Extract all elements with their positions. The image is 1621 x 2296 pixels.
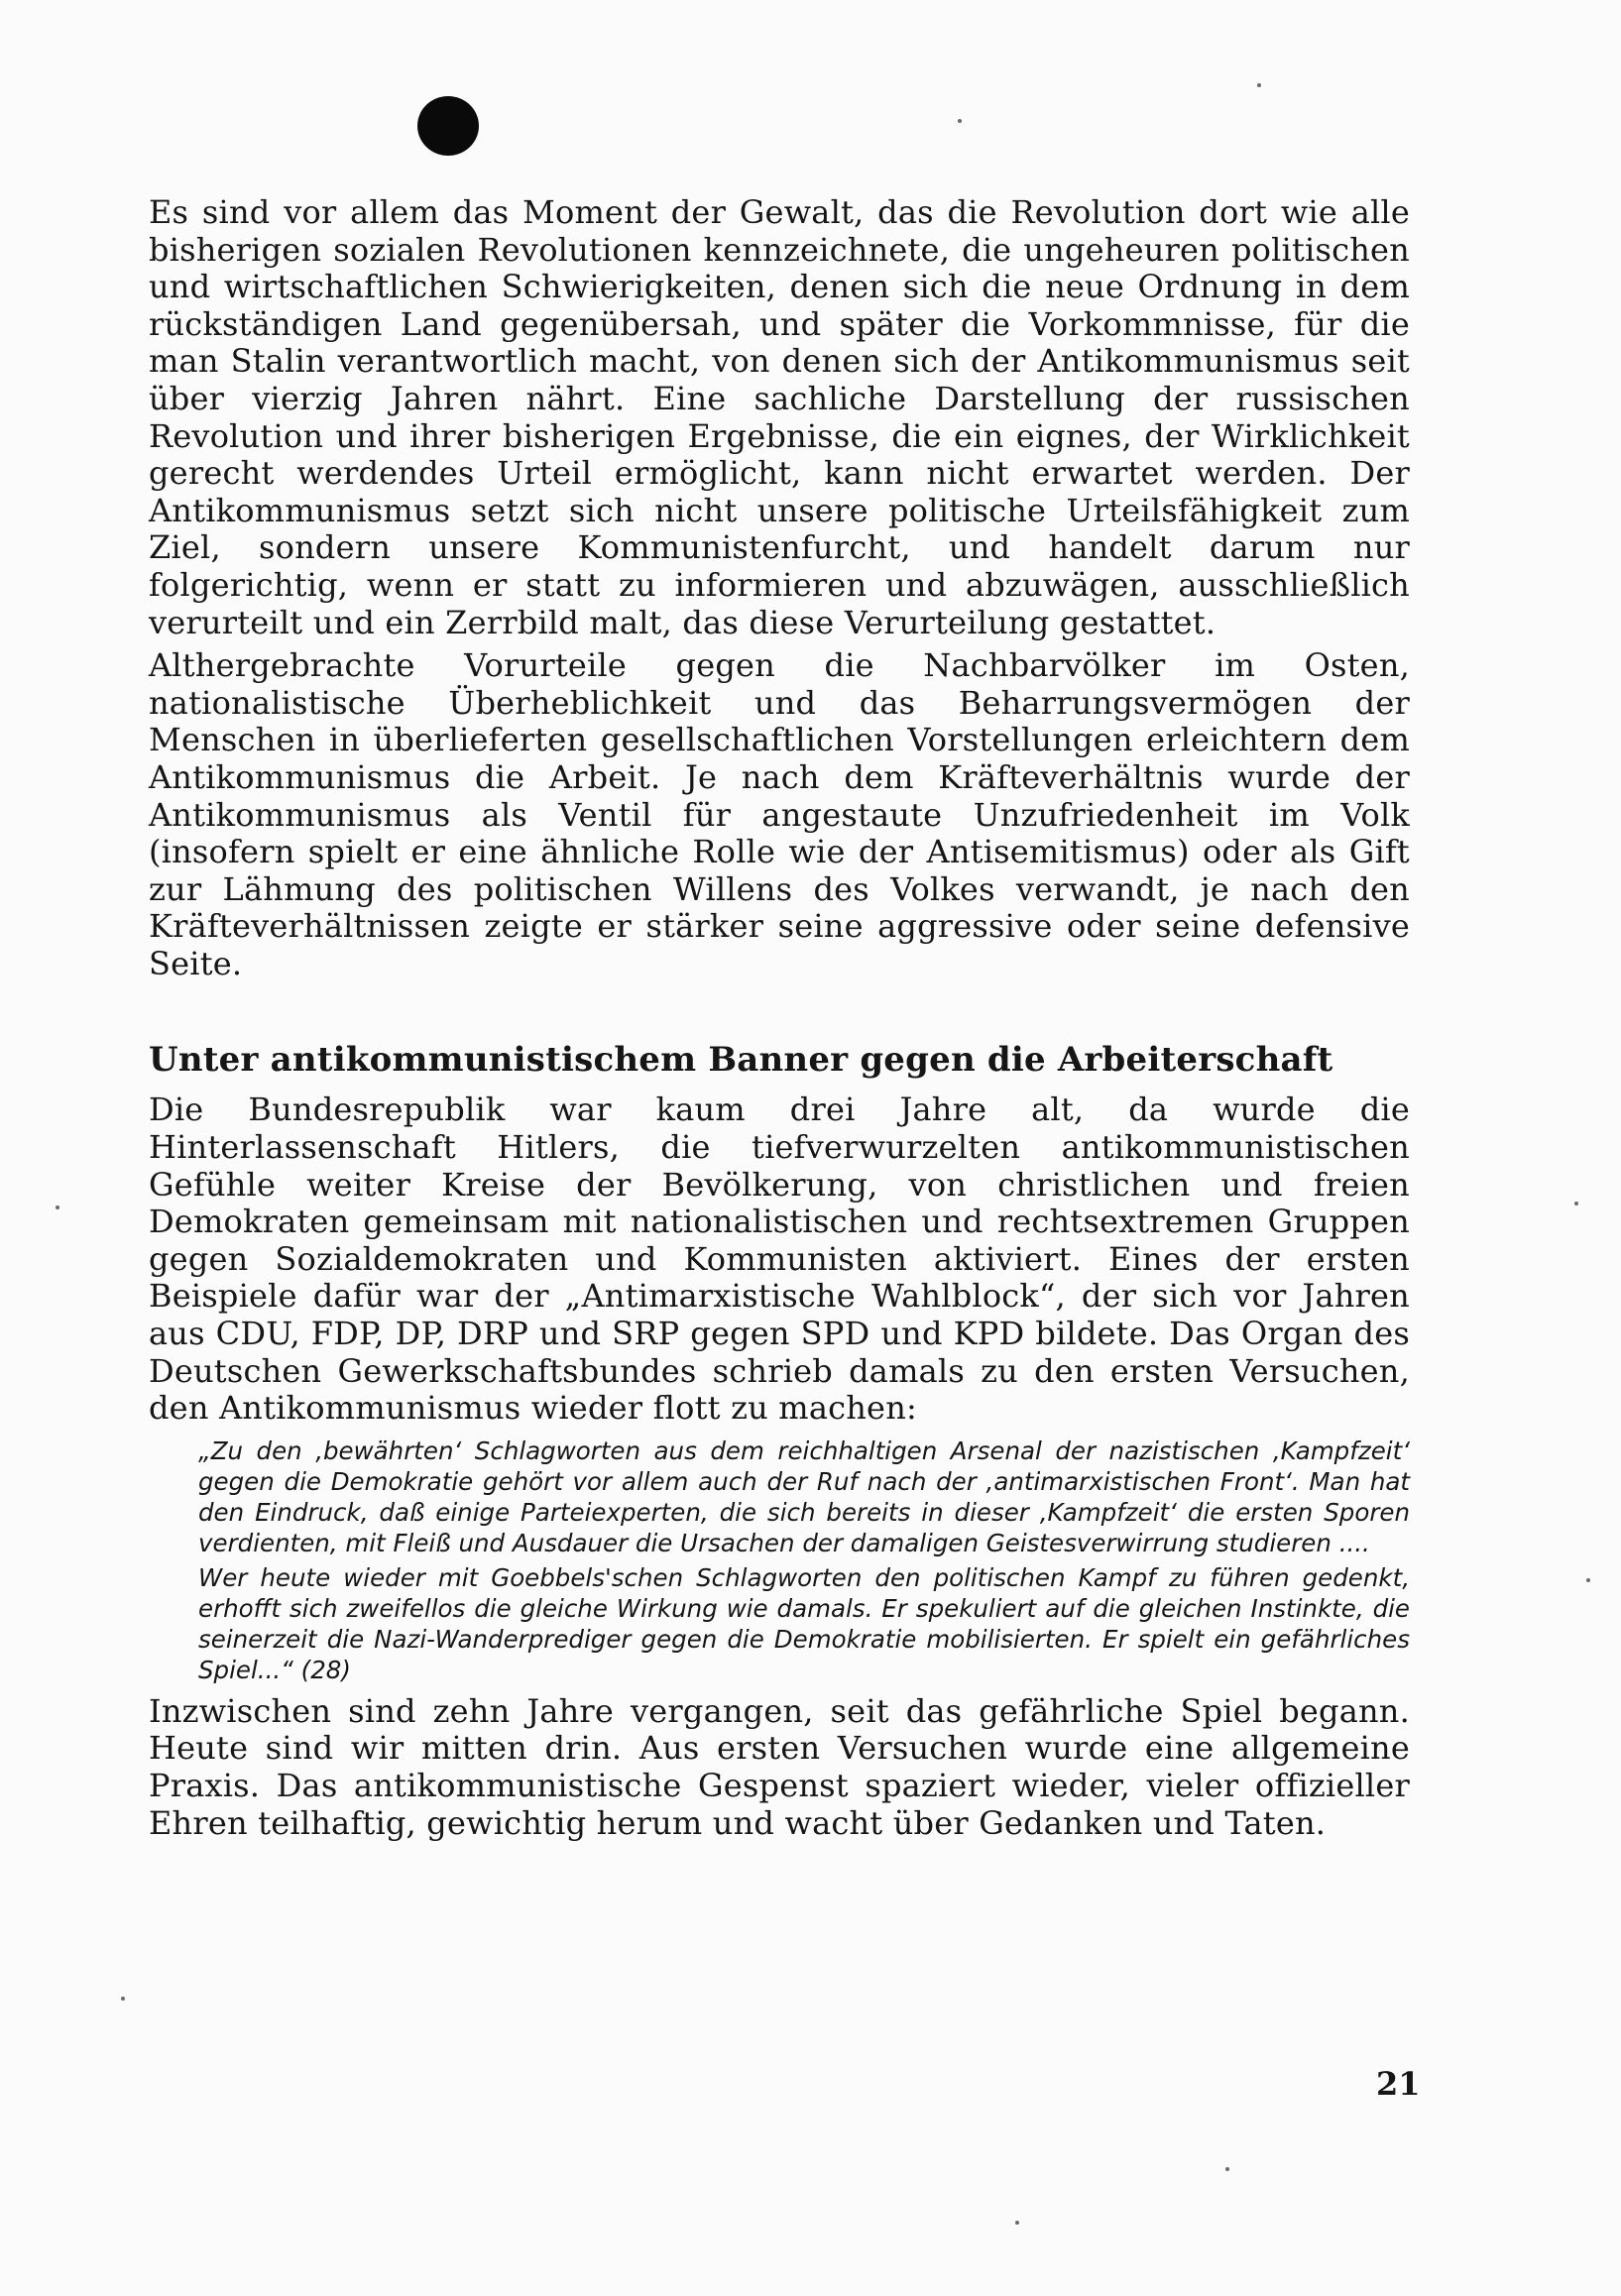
section-heading: Unter antikommunistischem Banner gegen die Arbeiterschaft [149,1040,1333,1081]
page-number: 21 [1376,2065,1421,2103]
quote-paragraph: Wer heute wieder mit Goebbels'schen Schlagworten den politischen Kampf zu führen gedenkt, erhofft sich zweifellos die gleiche Wirkung wie damals. Er spekuliert auf die gleichen Instinkte, die seinerzeit die Nazi-Wanderprediger gegen die Demokratie mobilisierten. Er spielt ein gefährliches Spiel...“ (28) [198,1562,1410,1684]
paragraph: Inzwischen sind zehn Jahre vergangen, seit das gefährliche Spiel begann. Heute sind wir mitten drin. Aus ersten Versuchen wurde eine allgemeine Praxis. Das antikommunistische Gespenst spaziert wieder, vieler offizieller Ehren teilhaftig, gewichtig herum und wacht über Gedanken und Taten. [149,1691,1410,1842]
paragraph: Die Bundesrepublik war kaum drei Jahre alt, da wurde die Hinterlassenschaft Hitlers, die tiefverwurzelten antikommunistischen Gefühle weiter Kreise der Bevölkerung, von christlichen und freien Demokraten gemeinsam mit nationalistischen und rechtsextremen Gruppen gegen Sozialdemokraten und Kommunisten aktiviert. Eines der ersten Beispiele dafür war der „Antimarxistische Wahlblock“, der sich vor Jahren aus CDU, FDP, DP, DRP und SRP gegen SPD und KPD bildete. Das Organ des Deutschen Gewerkschaftsbundes schrieb damals zu den ersten Versuchen, den Antikommunismus wieder flott zu machen: [149,1091,1410,1428]
paragraph: Althergebrachte Vorurteile gegen die Nachbarvölker im Osten, nationalistische Überheblichkeit und das Beharrungsvermögen der Menschen in überlieferten gesellschaftlichen Vorstellungen erleichtern dem Antikommunismus die Arbeit. Je nach dem Kräfteverhältnis wurde der Antikommunismus als Ventil für angestaute Unzufriedenheit im Volk (insofern spielt er eine ähnliche Rolle wie der Antisemitismus) oder als Gift zur Lähmung des politischen Willens des Volkes verwandt, je nach den Kräfteverhältnissen zeigte er stärker seine aggressive oder seine defensive Seite. [149,646,1410,982]
scan-speck [1225,2167,1229,2171]
scan-speck [958,119,962,123]
quote-paragraph: „Zu den ‚bewährten‘ Schlagworten aus dem reichhaltigen Arsenal der nazistischen ‚Kampfzeit‘ gegen die Demokratie gehört vor allem auch der Ruf nach der ‚antimarxistischen Front‘. Man hat den Eindruck, daß einige Parteiexperten, die sich bereits in dieser ‚Kampfzeit‘ die ersten Sporen verdienten, mit Fleiß und Ausdauer die Ursachen der damaligen Geistesverwirrung studieren .... [198,1435,1410,1557]
scan-speck [56,1205,59,1209]
scan-speck [1015,2221,1019,2225]
paragraph: Es sind vor allem das Moment der Gewalt, das die Revolution dort wie alle bisherigen sozialen Revolutionen kennzeichnete, die ungeheuren politischen und wirtschaftlichen Schwierigkeiten, denen sich die neue Ordnung in dem rückständigen Land gegenübersah, und später die Vorkommnisse, für die man Stalin verantwortlich macht, von denen sich der Antikommunismus seit über vierzig Jahren nährt. Eine sachliche Darstellung der russischen Revolution und ihrer bisherigen Ergebnisse, die ein eignes, der Wirklichkeit gerecht werdendes Urteil ermöglicht, kann nicht erwartet werden. Der Antikommunismus setzt sich nicht unsere politische Urteilsfähigkeit zum Ziel, sondern unsere Kommunistenfurcht, und handelt darum nur folgerichtig, wenn er statt zu informieren und abzuwägen, ausschließlich verurteilt und ein Zerrbild malt, das diese Verurteilung gestattet. [149,193,1410,641]
scan-speck [1257,83,1261,87]
scan-speck [1574,1202,1578,1205]
block-quote [198,1435,1410,1685]
scan-speck [1586,1578,1590,1582]
text-column [149,194,1410,1842]
punch-hole [417,96,479,156]
scan-speck [121,1997,125,2001]
